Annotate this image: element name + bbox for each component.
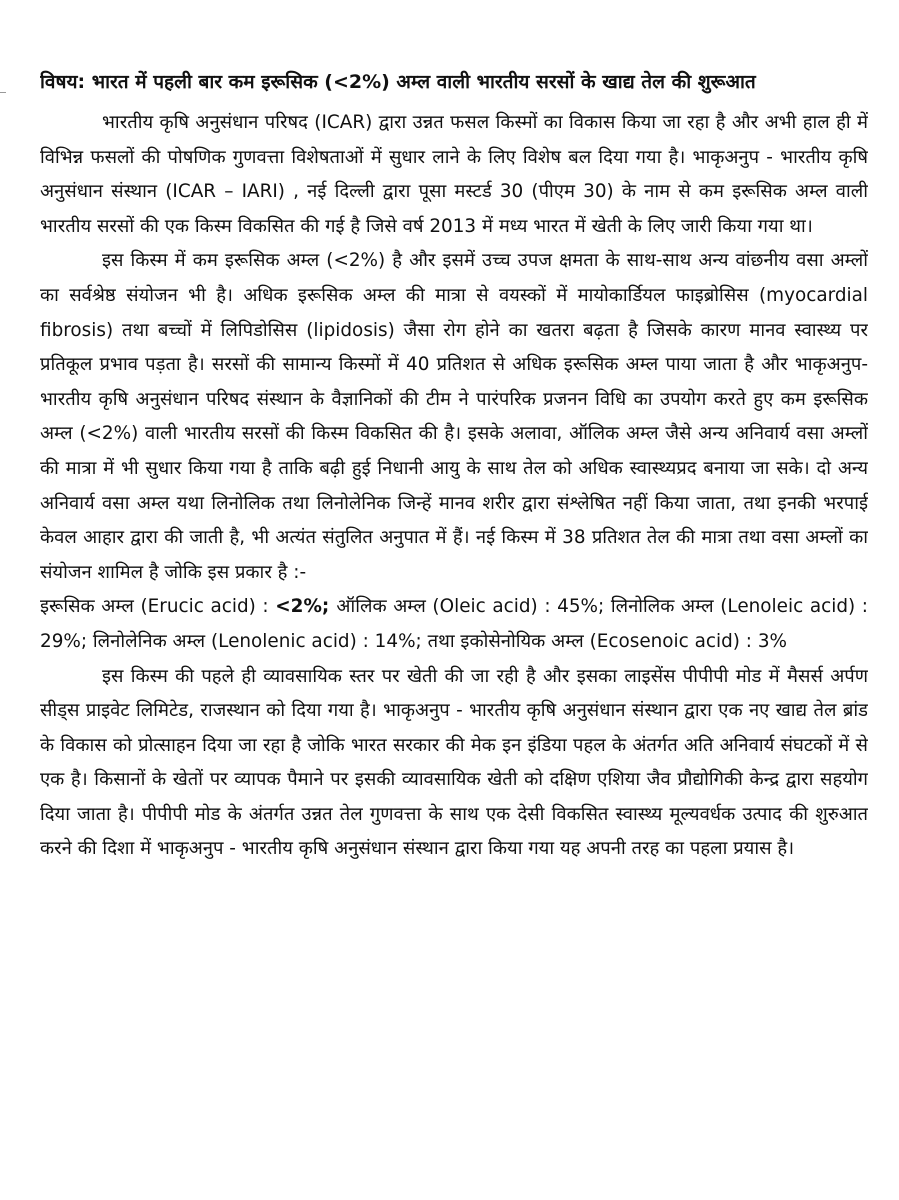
scan-edge-mark (0, 92, 6, 93)
composition-item-oleic (336, 596, 610, 617)
composition-name: लिनोलेनिक अम्ल (Lenolenic acid) : (92, 630, 375, 652)
composition-name: लिनोलिक अम्ल (Lenoleic acid) : (610, 596, 868, 618)
paragraph-variety-details: इस किस्म में कम इरूसिक अम्ल (<2%) है और इसमें उच्च उपज क्षमता के साथ-साथ अन्य वांछनीय वसा अम्लों का सर्वश्रेष्ठ संयोजन भी है। अधिक इरूसिक अम्ल की मात्रा से वयस्कों में मायोकार्डियल फाइब्रोसिस (myocardial fibrosis) तथा बच्चों में लिपिडोसिस (lipidosis) जैसा रोग होने का खतरा बढ़ता है जिसके कारण मानव स्वास्थ्य पर प्रतिकूल प्रभाव पड़ता है। सरसों की सामान्य किस्मों में 40 प्रतिशत से अधिक इरूसिक अम्ल पाया जाता है और भाकृअनुप-भारतीय कृषि अनुसंधान परिषद संस्थान के वैज्ञानिकों की टीम ने पारंपरिक प्रजनन विधि का उपयोग करते हुए कम इरूसिक अम्ल (<2%) वाली भारतीय सरसों की किस्म विकसित की है। इसके अलावा, ऑलिक अम्ल जैसे अन्य अनिवार्य वसा अम्लों की मात्रा में भी सुधार किया गया है ताकि बढ़ी हुई निधानी आयु के साथ तेल को अधिक स्वास्थ्यप्रद बनाया जा सके। दो अन्य अनिवार्य वसा अम्ल यथा लिनोलिक तथा लिनोलेनिक जिन्हें मानव शरीर द्वारा संश्लेषित नहीं किया जाता, तथा इनकी भरपाई केवल आहार द्वारा की जाती है, भी अत्यंत संतुलित अनुपात में हैं। नई किस्म में 38 प्रतिशत तेल की मात्रा तथा वसा अम्लों का संयोजन शामिल है जोकि इस प्रकार है :- (40, 250, 868, 583)
composition-item-lenolenic (93, 631, 428, 652)
composition-value: 14%; (374, 630, 428, 652)
composition-item-erucic (40, 596, 336, 617)
subject-label: विषय: (40, 71, 86, 93)
paragraph-commercialization: इस किस्म की पहले ही व्यावसायिक स्तर पर खेती की जा रही है और इसका लाइसेंस पीपीपी मोड में मैसर्स अर्पण सीड्स प्राइवेट लिमिटेड, राजस्थान को दिया गया है। भाकृअनुप - भारतीय कृषि अनुसंधान संस्थान द्वारा एक नए खाद्य तेल ब्रांड के विकास को प्रोत्साहन दिया जा रहा है जोकि भारत सरकार की मेक इन इंडिया पहल के अंतर्गत अति अनिवार्य संघटकों में से एक है। किसानों के खेतों पर व्यापक पैमाने पर इसकी व्यावसायिक खेती को दक्षिण एशिया जैव प्रौद्योगिकी केन्द्र द्वारा सहयोग दिया जाता है। पीपीपी मोड के अंतर्गत उन्नत तेल गुणवत्ता के साथ एक देसी विकसित स्वास्थ्य मूल्यवर्धक उत्पाद की शुरुआत करने की दिशा में भाकृअनुप - भारतीय कृषि अनुसंधान संस्थान द्वारा किया गया यह अपनी तरह का पहला प्रयास है। (40, 665, 868, 860)
composition-name: इरूसिक अम्ल (Erucic acid) : (40, 596, 276, 618)
composition-name: ऑलिक अम्ल (Oleic acid) : (336, 596, 558, 618)
paragraph-intro: भारतीय कृषि अनुसंधान परिषद (ICAR) द्वारा उन्नत फसल किस्मों का विकास किया जा रहा है और अभी हाल ही में विभिन्न फसलों की पोषणिक गुणवत्ता विशेषताओं में सुधार लाने के लिए विशेष बल दिया गया है। भाकृअनुप - भारतीय कृषि अनुसंधान संस्थान (ICAR – IARI) , नई दिल्ली द्वारा पूसा मस्टर्ड 30 (पीएम 30) के नाम से कम इरूसिक अम्ल वाली भारतीय सरसों की एक किस्म विकसित की गई है जिसे वर्ष 2013 में मध्य भारत में खेती के लिए जारी किया गया था। (40, 112, 868, 237)
subject-text: भारत में पहली बार कम इरूसिक (<2%) अम्ल वाली भारतीय सरसों के खाद्य तेल की शुरूआत (91, 71, 756, 93)
subject-line (40, 64, 868, 100)
composition-value: <2%; (275, 596, 337, 618)
fatty-acid-composition (40, 590, 868, 659)
document-page (40, 64, 868, 1180)
composition-value: 29%; (40, 630, 93, 652)
composition-value: 45%; (557, 596, 611, 618)
composition-name: तथा इकोसेनोयिक अम्ल (Ecosenoic acid) : (427, 630, 758, 652)
composition-value: 3% (757, 630, 788, 652)
composition-item-ecosenoic (428, 631, 787, 652)
